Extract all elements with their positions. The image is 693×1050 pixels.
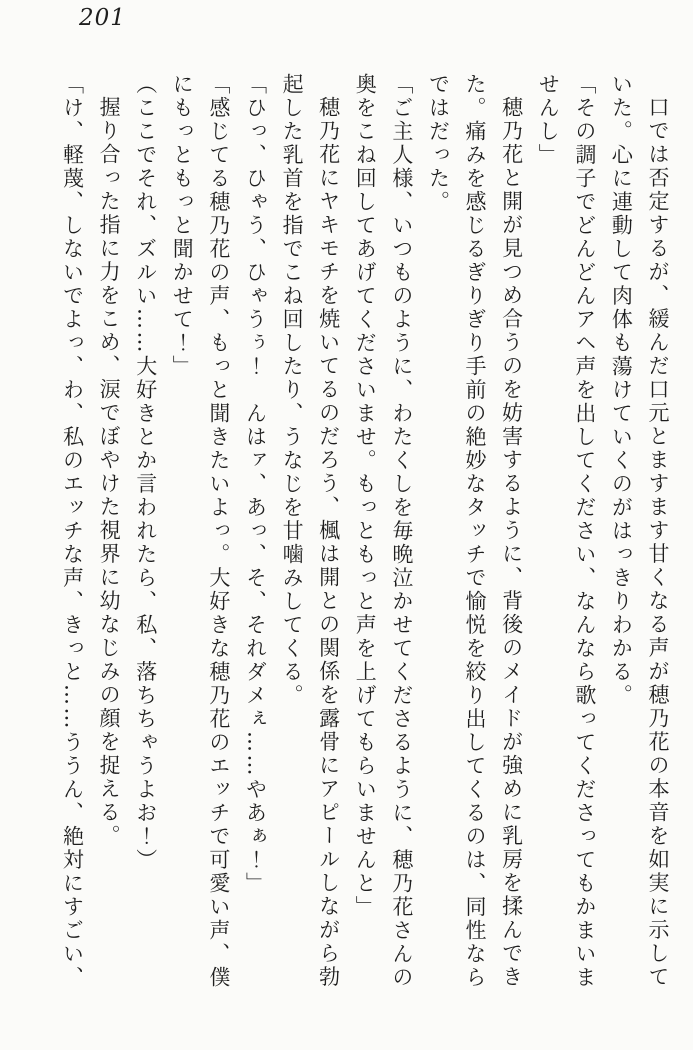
paragraph: 「ご主人様、いつものように、わたくしを毎晩泣かせてくださるように、穂乃花さんの奥をこね回してあげてくださいませ。もっともっと声を上げてもらいませんと」 [353,73,414,990]
paragraph: 「感じてる穂乃花の声、もっと聞きたいよっ。大好きな穂乃花のエッチで可愛い声、僕にもっともっと聞かせて！」 [170,73,231,990]
paragraph: 握り合った指に力をこめ、涙でぼやけた視界に幼なじみの顔を捉える。 [97,96,122,848]
paragraph: 「け、軽蔑、しないでよっ、わ、私のエッチな声、きっと……ううん、絶対にすごい、 [60,73,85,990]
page-number: 201 [79,5,126,31]
paragraph: 口では否定するが、緩んだ口元とますます甘くなる声が穂乃花の本音を如実に示していた。心に連動して肉体も蕩けていくのがはっきりわかる。 [609,73,670,989]
paragraph: （ここでそれ、ズルい……大好きとか言われたら、私、落ちちゃうよお！） [133,73,158,872]
paragraph: 「その調子でどんどんアヘ声を出してください、なんなら歌ってくださってもかまいませんし」 [536,73,597,990]
text-block [54,73,676,991]
paragraph: 穂乃花にヤキモチを焼いてるのだろう、楓は開との関係を露骨にアピールしながら勃起した乳首を指でこね回したり、うなじを甘噛みしてくる。 [280,73,341,989]
paragraph: 穂乃花と開が見つめ合うのを妨害するように、背後のメイドが強めに乳房を揉んできた。痛みを感じるぎりぎり手前の絶妙なタッチで愉悦を絞り出してくるのは、同性ならではだった。 [426,73,524,990]
paragraph: 「ひっ、ひゃう、ひゃうぅ！ んはァ、あっ、そ、それダメぇ……やあぁ！」 [243,73,268,896]
